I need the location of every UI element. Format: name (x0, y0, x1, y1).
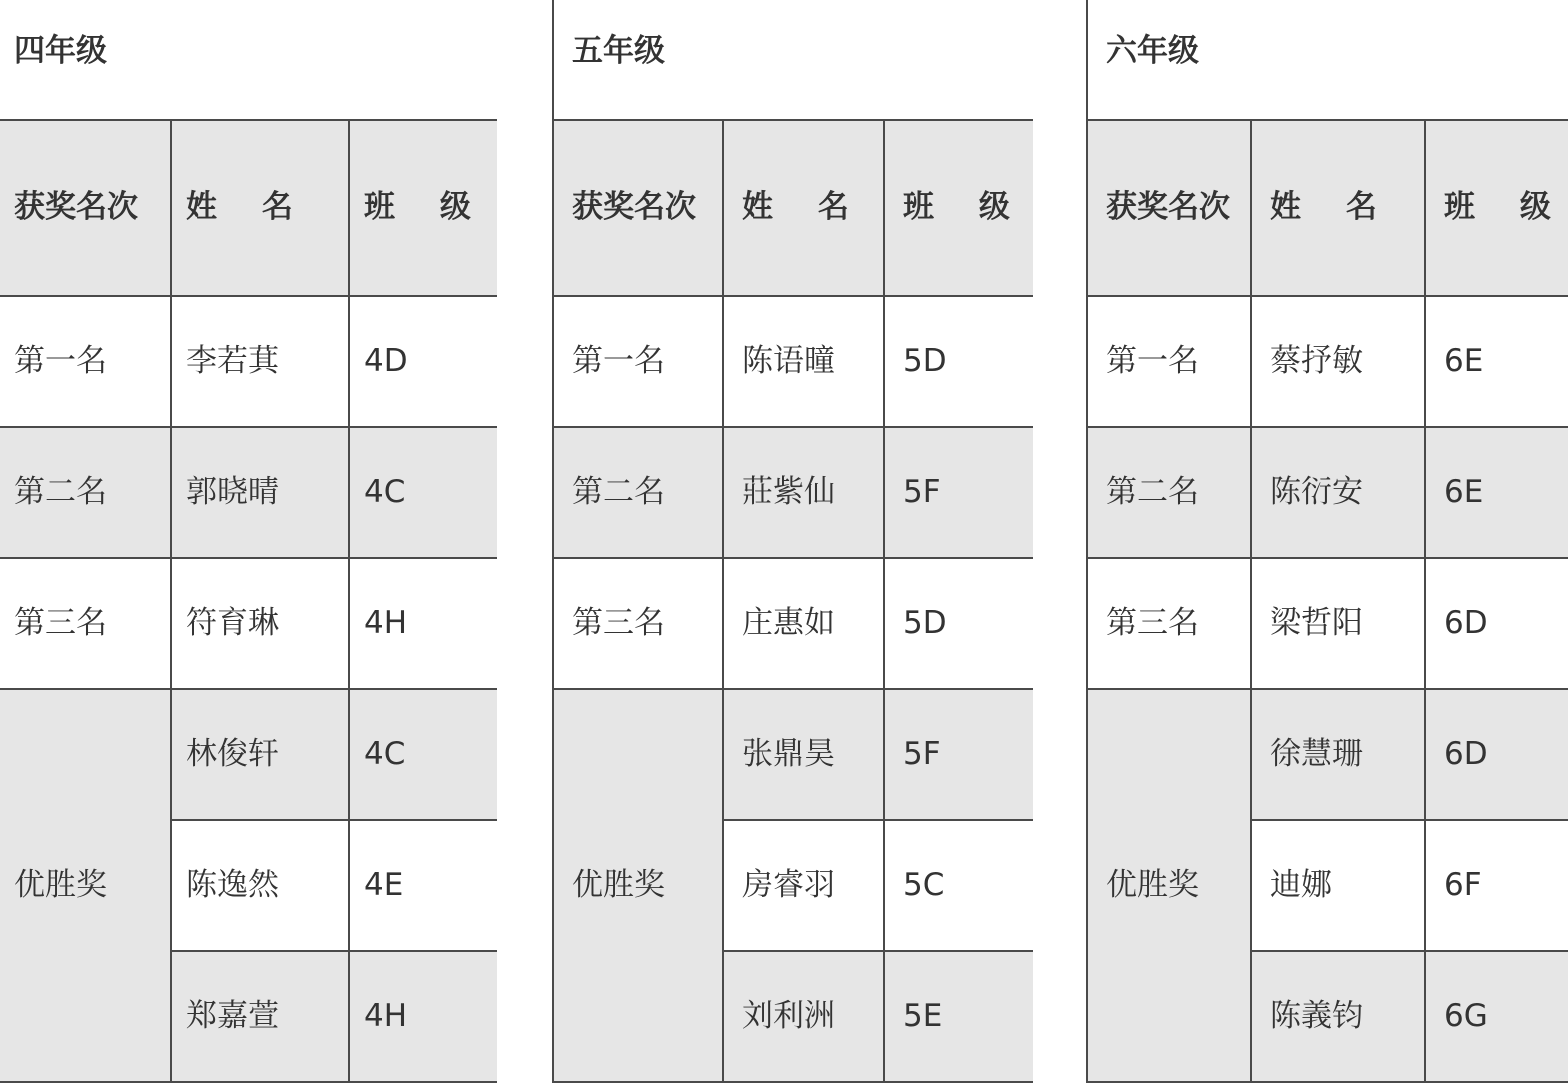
table-row (1087, 296, 1568, 427)
class-cell: 4D (349, 296, 497, 427)
header-name: 姓 名 (723, 120, 884, 296)
table-row (0, 427, 497, 558)
table-row (1087, 689, 1568, 820)
table-row (1087, 427, 1568, 558)
class-cell: 5C (884, 820, 1033, 951)
header-name: 姓 名 (171, 120, 349, 296)
rank-cell: 第二名 (1087, 427, 1251, 558)
table-title: 六年级 (1087, 0, 1568, 120)
class-cell: 6G (1425, 951, 1568, 1082)
merit-label: 优胜奖 (0, 689, 171, 1082)
name-cell: 郭晓晴 (171, 427, 349, 558)
table-row (553, 689, 1033, 820)
grade4-table (0, 0, 497, 1083)
table-row (553, 296, 1033, 427)
name-cell: 陈衍安 (1251, 427, 1425, 558)
table-row (1087, 558, 1568, 689)
name-cell: 庄惠如 (723, 558, 884, 689)
class-cell: 6E (1425, 296, 1568, 427)
header-class: 班 级 (1425, 120, 1568, 296)
rank-cell: 第二名 (553, 427, 723, 558)
table-row (553, 558, 1033, 689)
name-cell: 张鼎昊 (723, 689, 884, 820)
class-cell: 4E (349, 820, 497, 951)
rank-cell: 第一名 (553, 296, 723, 427)
name-cell: 陈语曈 (723, 296, 884, 427)
header-rank: 获奖名次 (553, 120, 723, 296)
table-row (0, 296, 497, 427)
class-cell: 6E (1425, 427, 1568, 558)
grade5-table (552, 0, 1033, 1083)
table-row (0, 558, 497, 689)
name-cell: 蔡抒敏 (1251, 296, 1425, 427)
class-cell: 6D (1425, 558, 1568, 689)
class-cell: 5F (884, 689, 1033, 820)
merit-label: 优胜奖 (1087, 689, 1251, 1082)
header-class: 班 级 (349, 120, 497, 296)
name-cell: 郑嘉萱 (171, 951, 349, 1082)
rank-cell: 第一名 (0, 296, 171, 427)
class-cell: 6D (1425, 689, 1568, 820)
rank-cell: 第二名 (0, 427, 171, 558)
table-row (553, 427, 1033, 558)
name-cell: 李若萁 (171, 296, 349, 427)
header-rank: 获奖名次 (1087, 120, 1251, 296)
name-cell: 刘利洲 (723, 951, 884, 1082)
name-cell: 符育琳 (171, 558, 349, 689)
name-cell: 林俊轩 (171, 689, 349, 820)
table-title: 五年级 (553, 0, 1033, 120)
name-cell: 迪娜 (1251, 820, 1425, 951)
class-cell: 6F (1425, 820, 1568, 951)
header-rank: 获奖名次 (0, 120, 171, 296)
table-title: 四年级 (0, 0, 497, 120)
class-cell: 4H (349, 951, 497, 1082)
table-row (0, 689, 497, 820)
grade6-table (1086, 0, 1568, 1083)
rank-cell: 第三名 (1087, 558, 1251, 689)
class-cell: 4C (349, 689, 497, 820)
name-cell: 莊紫仙 (723, 427, 884, 558)
header-class: 班 级 (884, 120, 1033, 296)
class-cell: 5D (884, 296, 1033, 427)
name-cell: 房睿羽 (723, 820, 884, 951)
class-cell: 4H (349, 558, 497, 689)
rank-cell: 第一名 (1087, 296, 1251, 427)
name-cell: 陈義钧 (1251, 951, 1425, 1082)
class-cell: 5D (884, 558, 1033, 689)
class-cell: 5E (884, 951, 1033, 1082)
name-cell: 陈逸然 (171, 820, 349, 951)
name-cell: 梁哲阳 (1251, 558, 1425, 689)
merit-label: 优胜奖 (553, 689, 723, 1082)
rank-cell: 第三名 (0, 558, 171, 689)
rank-cell: 第三名 (553, 558, 723, 689)
header-name: 姓 名 (1251, 120, 1425, 296)
class-cell: 4C (349, 427, 497, 558)
name-cell: 徐慧珊 (1251, 689, 1425, 820)
class-cell: 5F (884, 427, 1033, 558)
